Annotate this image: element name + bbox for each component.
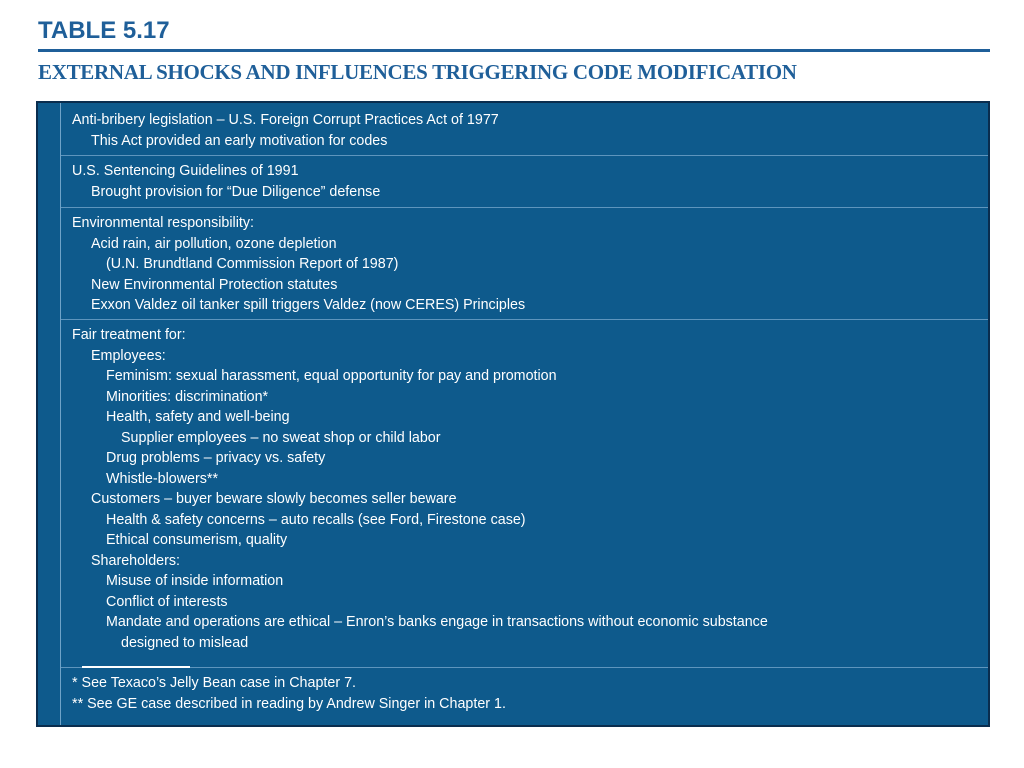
row-line: Acid rain, air pollution, ozone depletion <box>91 235 337 252</box>
row-line: Anti-bribery legislation – U.S. Foreign Corrupt Practices Act of 1977 <box>72 112 499 128</box>
table-row-footnotes <box>61 668 988 725</box>
row-line: U.S. Sentencing Guidelines of 1991 <box>72 163 299 179</box>
row-line: Customers – buyer beware slowly becomes seller beware <box>91 491 457 507</box>
table-row-environmental <box>61 208 988 320</box>
table-row-anti-bribery <box>61 103 988 156</box>
table-number: TABLE 5.17 <box>38 17 170 44</box>
row-line: Feminism: sexual harassment, equal opportunity for pay and promotion <box>106 368 557 384</box>
title-divider <box>38 49 990 52</box>
row-line: Exxon Valdez oil tanker spill triggers Valdez (now CERES) Principles <box>91 297 526 313</box>
row-line: New Environmental Protection statutes <box>91 276 338 293</box>
row-line: Supplier employees – no sweat shop or child labor <box>121 429 441 446</box>
row-line: Minorities: discrimination* <box>106 388 269 405</box>
row-line: This Act provided an early motivation for codes <box>91 132 388 149</box>
table-row-fair-treatment <box>61 320 988 668</box>
table-left-column <box>38 103 61 725</box>
content-table <box>36 101 990 727</box>
row-line: Misuse of inside information <box>106 573 284 589</box>
row-line: Ethical consumerism, quality <box>106 532 288 548</box>
table-row-sentencing-guidelines <box>61 156 988 208</box>
row-line: Health & safety concerns – auto recalls (see Ford, Firestone case) <box>106 511 526 528</box>
row-line: Shareholders: <box>91 552 181 569</box>
table-title: EXTERNAL SHOCKS AND INFLUENCES TRIGGERING CODE MODIFICATION <box>38 60 797 84</box>
footnote-line: * See Texaco’s Jelly Bean case in Chapter 7. <box>72 675 356 691</box>
row-line: (U.N. Brundtland Commission Report of 1987) <box>106 256 399 272</box>
row-line: Health, safety and well-being <box>106 409 290 425</box>
row-line: Conflict of interests <box>106 593 228 610</box>
footnote-line: ** See GE case described in reading by Andrew Singer in Chapter 1. <box>72 695 506 712</box>
row-line: designed to mislead <box>121 634 249 651</box>
row-line: Whistle-blowers** <box>106 470 219 487</box>
row-line: Drug problems – privacy vs. safety <box>106 450 326 466</box>
row-line: Employees: <box>91 347 166 364</box>
row-line: Mandate and operations are ethical – Enron’s banks engage in transactions without economic substance <box>106 614 768 630</box>
row-line: Brought provision for “Due Diligence” defense <box>91 183 381 200</box>
row-line: Environmental responsibility: <box>72 215 254 231</box>
row-line: Fair treatment for: <box>72 327 186 343</box>
